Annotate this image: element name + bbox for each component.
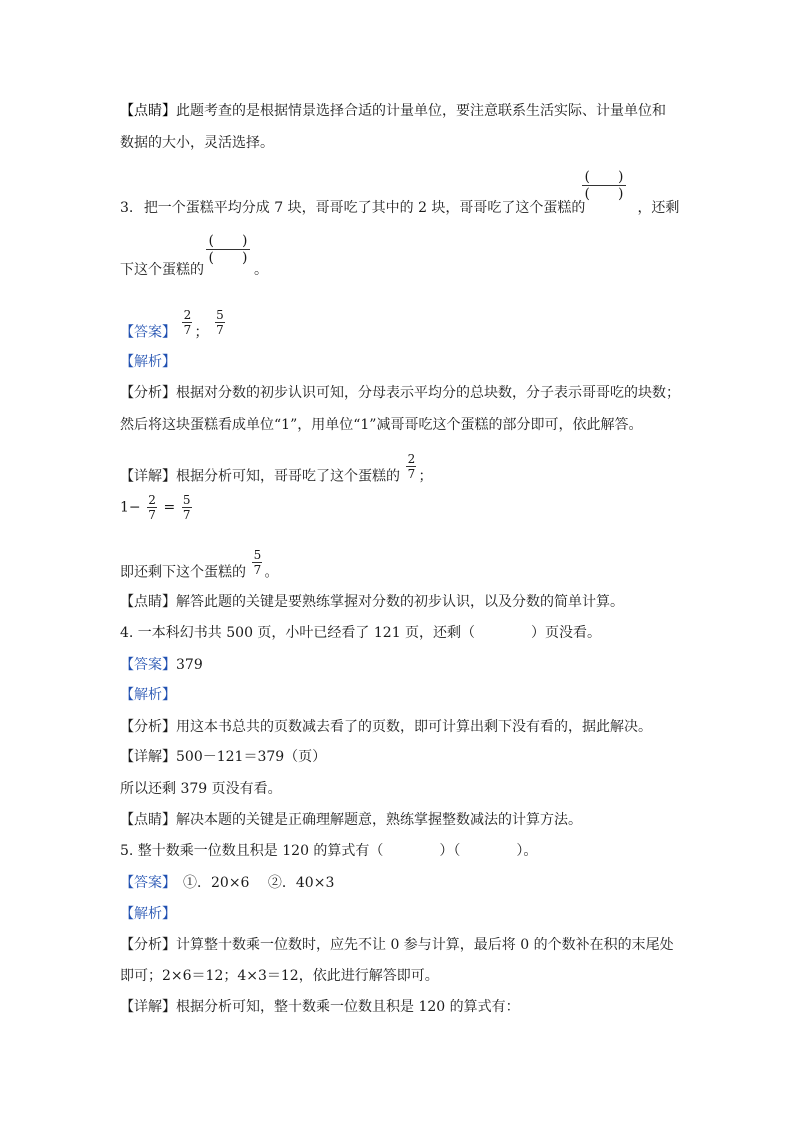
fenxi-tag: 【分析】: [120, 937, 176, 953]
calc-fraction-2: $\frac{5}{7}$: [182, 493, 191, 522]
fenxi-line-2: 然后将这块蛋糕看成单位“1”，用单位“1”减哥哥吃这个蛋糕的部分即可，依此解答。: [120, 417, 643, 433]
paren-denominator: ( ): [584, 186, 624, 202]
xiangjie-tag: 【详解】: [120, 468, 176, 485]
dianjing-line-1: 【点睛】此题考查的是根据情景选择合适的计量单位，要注意联系生活实际、计量单位和: [120, 103, 666, 119]
paren-denominator: ( ): [208, 250, 248, 266]
xiangjie-tag: 【详解】: [120, 749, 176, 765]
dianjing-tag: 【点睛】: [120, 812, 176, 828]
fenxi-line-2: 即可；2×6＝12；4×3＝12，依此进行解答即可。: [120, 968, 439, 984]
fenxi-tag: 【分析】: [120, 719, 176, 735]
jiexi-tag: 【解析】: [120, 354, 176, 370]
xiangjie-tag: 【详解】: [120, 999, 176, 1015]
answer-tag: 【答案】: [120, 875, 169, 891]
xiangjie-line: 【详解】根据分析可知，整十数乘一位数且积是 120 的算式有：: [120, 999, 520, 1015]
dianjing-tag: 【点睛】: [120, 103, 176, 119]
question-4-answer: 【答案】379: [120, 657, 203, 673]
question-number: 3.: [120, 200, 134, 216]
answer-fraction-2: $\frac{5}{7}$: [216, 308, 224, 337]
question-5-answer: 【答案】 ①．20×6 ②．40×3: [120, 875, 335, 891]
calc-line: [120, 493, 194, 522]
conclusion-line: 所以还剩 379 页没有看。: [120, 781, 282, 797]
jiexi-tag: 【解析】: [120, 687, 176, 703]
answer-tag: 【答案】: [120, 324, 176, 341]
paren-numerator: ( ): [208, 233, 248, 249]
jiexi-tag: 【解析】: [120, 906, 176, 922]
calc-fraction-1: $\frac{2}{7}$: [148, 493, 156, 522]
remain-line: 即还剩下这个蛋糕的 $\frac{5}{7}$ 。: [120, 548, 279, 581]
answer-tag: 【答案】: [120, 657, 176, 673]
fenxi-line-1: 【分析】计算整十数乘一位数时，应先不让 0 参与计算，最后将 0 的个数补在积的末尾处: [120, 937, 674, 953]
question-3-answer: 【答案】 $\frac{2}{7}$ ； $\frac{5}{7}$: [120, 308, 224, 341]
xiangjie-fraction: $\frac{2}{7}$: [407, 452, 416, 481]
dianjing-line-q3: 【点睛】解答此题的关键是要熟练掌握对分数的初步认识，以及分数的简单计算。: [120, 594, 624, 610]
question-3-line-2: 下这个蛋糕的 。: [120, 262, 268, 278]
remain-fraction: $\frac{5}{7}$: [253, 548, 262, 577]
fenxi-tag: 【分析】: [120, 385, 176, 401]
question-4: 4. 一本科幻书共 500 页，小叶已经看了 121 页，还剩（ ）页没看。: [120, 625, 602, 641]
dianjing-line-q4: 【点睛】解决本题的关键是正确理解题意，熟练掌握整数减法的计算方法。: [120, 812, 582, 828]
calc-one: 1−: [120, 499, 141, 516]
xiangjie-line: 【详解】500－121＝379（页）: [120, 749, 327, 765]
question-3-line-1: 3. 把一个蛋糕平均分成 7 块，哥哥吃了其中的 2 块，哥哥吃了这个蛋糕的 ，还剩: [120, 200, 680, 216]
fenxi-line: 【分析】用这本书总共的页数减去看了的页数，即可计算出剩下没有看的，据此解决。: [120, 719, 652, 735]
answer-fraction-1: $\frac{2}{7}$: [183, 308, 192, 337]
fenxi-line-1: 【分析】根据对分数的初步认识可知，分母表示平均分的总块数，分子表示哥哥吃的块数；: [120, 385, 680, 401]
calc-equals: =: [163, 499, 176, 516]
question-5: 5. 整十数乘一位数且积是 120 的算式有（ ）（ ）。: [120, 843, 538, 859]
dianjing-tag: 【点睛】: [120, 594, 176, 610]
dianjing-line-2: 数据的大小，灵活选择。: [120, 135, 274, 151]
paren-numerator: ( ): [584, 169, 624, 185]
xiangjie-line: 【详解】根据分析可知，哥哥吃了这个蛋糕的 $\frac{2}{7}$ ；: [120, 452, 433, 485]
